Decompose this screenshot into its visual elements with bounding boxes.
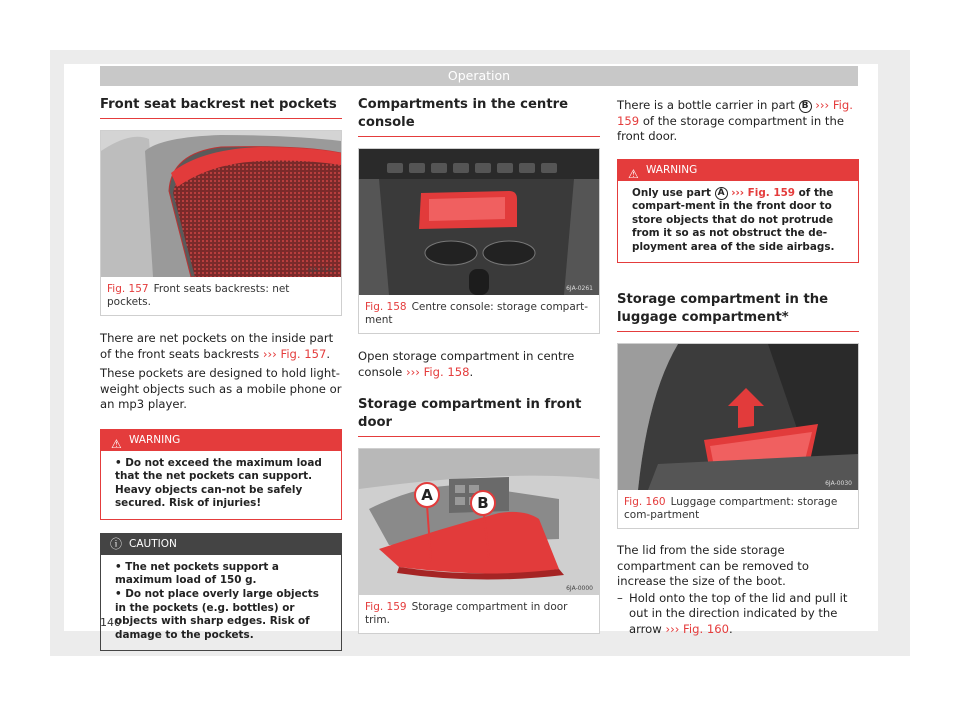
figure-caption-text: Centre console: storage compart-ment	[365, 301, 588, 326]
figure-number: Fig. 160	[624, 496, 666, 509]
heading-front-door: Storage compartment in front door	[358, 396, 600, 437]
text: .	[469, 364, 474, 379]
warning-icon: ⚠	[628, 166, 639, 181]
figure-number: Fig. 159	[365, 601, 407, 613]
figure-158-image	[359, 149, 599, 295]
figure-link[interactable]: ››› Fig. 160	[665, 621, 729, 636]
paragraph-pocket-use: These pockets are designed to hold light-weight objects such as a mobile phone or an mp3 player.	[100, 366, 342, 411]
figure-caption-text: Front seats backrests: net pockets.	[107, 283, 290, 308]
figure-158-caption	[359, 295, 599, 333]
figure-code: 6JA-0145	[308, 267, 335, 274]
figure-159-caption	[359, 595, 599, 633]
figure-160-image	[618, 344, 858, 490]
caution-icon: ⓘ	[110, 536, 123, 551]
centre-console-illustration	[359, 149, 599, 295]
warning-body	[101, 451, 341, 519]
callout-b-label: B	[477, 494, 489, 512]
figure-157-image	[101, 131, 341, 277]
warning-item-text: Do not exceed the maximum load that the net pockets can support. Heavy objects can-not be safely secured. Risk of injuries!	[115, 456, 322, 510]
figure-159	[358, 448, 600, 634]
warning-title: WARNING	[646, 163, 698, 176]
paragraph-net-pockets	[100, 331, 342, 362]
caution-body	[101, 555, 341, 651]
paragraph-side-lid: The lid from the side storage compartment can be removed to increase the size of the boot.	[617, 543, 809, 589]
figure-code: 6JA-0000	[566, 585, 593, 592]
text: .	[326, 346, 331, 361]
figure-caption-text: Luggage compartment: storage com-partment	[624, 496, 838, 522]
figure-link[interactable]: ››› Fig. 159	[617, 98, 853, 128]
seat-backrest-illustration	[101, 131, 341, 277]
step-item	[617, 591, 859, 638]
figure-caption-text: Storage compartment in door trim.	[365, 601, 568, 626]
text: .	[728, 621, 733, 636]
warning-box	[617, 159, 859, 264]
caution-box	[100, 533, 342, 652]
caution-title: CAUTION	[129, 537, 177, 550]
figure-160	[617, 343, 859, 529]
text: Open storage compartment in centre console	[358, 349, 575, 379]
figure-link[interactable]: ››› Fig. 159	[731, 186, 796, 199]
figure-link[interactable]: ››› Fig. 157	[262, 346, 327, 361]
caution-item-text: The net pockets support a maximum load of 150 g.	[115, 560, 279, 587]
figure-157	[100, 130, 342, 316]
figure-157-caption	[101, 277, 341, 315]
page-number: 140	[100, 616, 121, 629]
figure-159-image	[359, 449, 599, 595]
luggage-compartment-illustration	[618, 344, 858, 490]
column-net-pockets	[100, 96, 342, 651]
step-dash: –	[617, 590, 623, 605]
figure-number: Fig. 158	[365, 301, 407, 313]
part-b-marker: B	[799, 100, 812, 113]
warning-item: • Do not exceed the maximum load that the net pockets can support. Heavy objects can-not be safely secured. Risk of injuries!	[115, 456, 322, 510]
figure-link[interactable]: ››› Fig. 158	[406, 364, 470, 379]
column-storage	[617, 96, 859, 637]
part-a-marker: A	[715, 187, 728, 200]
warning-body	[618, 181, 858, 263]
paragraph-centre-console	[358, 349, 600, 380]
text: of the storage compartment in the front door.	[617, 113, 844, 143]
door-trim-illustration	[359, 449, 599, 595]
text: There are net pockets on the inside part of the front seats backrests	[100, 331, 334, 361]
warning-box	[100, 429, 342, 520]
warning-header	[618, 160, 858, 181]
paragraph-bottle-carrier	[617, 98, 859, 145]
warning-header	[101, 430, 341, 451]
figure-code: 6JA-0261	[566, 285, 593, 292]
section-header: Operation	[100, 66, 858, 86]
figure-code: 6JA-0030	[825, 480, 852, 488]
text: There is a bottle carrier in part	[617, 98, 799, 112]
callout-a-label: A	[421, 486, 433, 504]
text: of the compart-ment in the front door to store objects that do not protrude from it so as not obstruct the de-ployment area of the side airbags.	[632, 186, 835, 253]
caution-item-text: Do not place overly large objects in the pockets (e.g. bottles) or objects with sharp edges. Risk of damage to the pockets.	[115, 588, 319, 641]
figure-158	[358, 148, 600, 334]
figure-number: Fig. 157	[107, 283, 149, 295]
warning-icon: ⚠	[111, 436, 122, 451]
heading-centre-console: Compartments in the centre console	[358, 96, 600, 137]
warning-title: WARNING	[129, 433, 181, 446]
text: Hold onto the top of the lid and pull it out in the direction indicated by the arrow	[629, 590, 848, 636]
figure-160-caption	[618, 490, 858, 528]
caution-item: • The net pockets support a maximum load of 150 g.	[115, 560, 279, 587]
text: Only use part	[632, 186, 715, 199]
heading-net-pockets: Front seat backrest net pockets	[100, 96, 342, 119]
heading-luggage: Storage compartment in the luggage compartment*	[617, 291, 859, 332]
column-centre-console	[358, 96, 600, 634]
caution-item: • Do not place overly large objects in the pockets (e.g. bottles) or objects with sharp edges. Risk of damage to the pockets.	[115, 588, 319, 641]
caution-header	[101, 534, 341, 555]
